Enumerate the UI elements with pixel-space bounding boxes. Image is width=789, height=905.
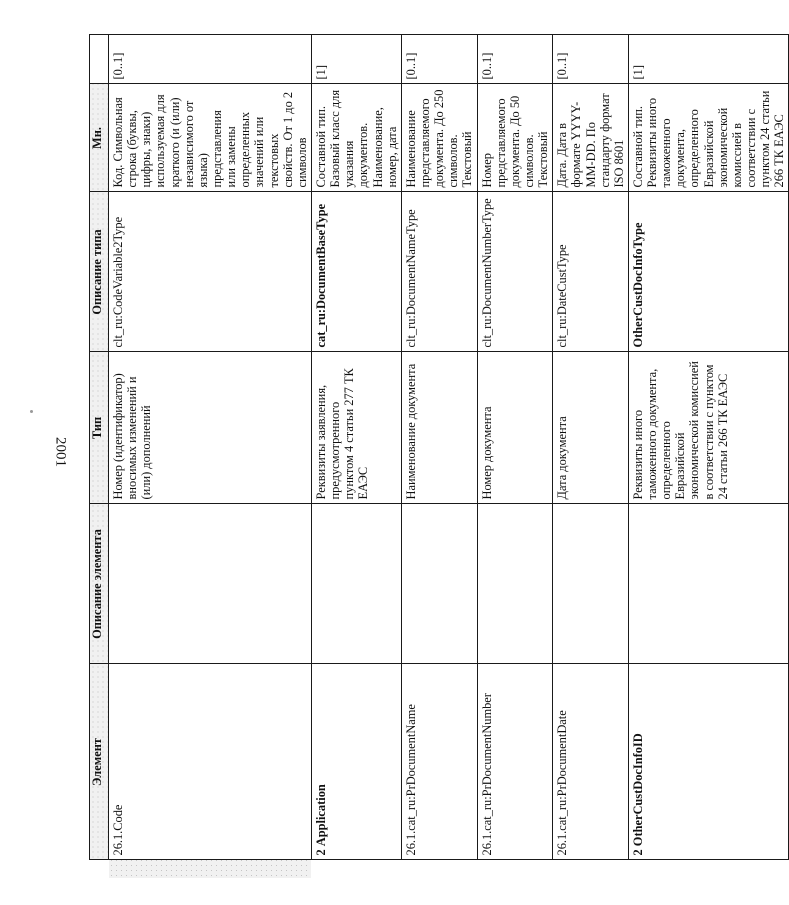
element-cell: [311, 664, 401, 860]
table-header-row: [90, 35, 109, 878]
row-indent: [311, 860, 401, 878]
row-indent: [401, 860, 477, 878]
type-description-cell: Реквизиты иного таможенного документа, определенного Евразийской экономической комиссией в соответствии с пунктом 24 статьи 266 ТК ЕАЭС: [628, 352, 789, 504]
multiplicity-cell: [1]: [311, 35, 401, 84]
table-row: [109, 35, 312, 878]
multiplicity-cell: [1]: [628, 35, 789, 84]
type-cell: cat_ru:DocumentBaseType: [311, 192, 401, 352]
element-description-cell: [628, 504, 789, 664]
element-name: Code: [111, 804, 125, 831]
scan-speck: [30, 410, 33, 413]
min-cell: Составной тип. Базовый класс для указания документов. Наименование, номер, дата: [311, 84, 401, 192]
type-description-cell: Наименование документа: [401, 352, 477, 504]
element-number: 26.1.: [111, 830, 125, 856]
table-row: [628, 35, 789, 878]
table-row: [311, 35, 401, 878]
document-table-rotated: [89, 52, 787, 878]
element-cell: [109, 664, 312, 860]
element-cell: [477, 664, 553, 860]
min-cell: Составной тип. Реквизиты иного таможенного документа, определенного Евразийской экономической комиссией в соответствии с пунктом 24 статьи 266 ТК ЕАЭС: [628, 84, 789, 192]
header-min: Мн.: [90, 84, 109, 192]
type-cell: clt_ru:DocumentNameType: [401, 192, 477, 352]
element-cell: [553, 664, 629, 860]
type-description-cell: Дата документа: [553, 352, 629, 504]
element-name: OtherCustDocInfoID: [630, 733, 645, 847]
element-description-cell: [109, 504, 312, 664]
min-cell: Наименование представляемого документа. До 250 символов. Текстовый: [401, 84, 477, 192]
element-name: cat_ru:PrDocumentDate: [555, 710, 570, 831]
header-element: Элемент: [90, 664, 109, 860]
header-multiplicity: [90, 35, 109, 84]
element-name: Application: [313, 784, 328, 847]
element-description-cell: [311, 504, 401, 664]
row-indent: [628, 860, 789, 878]
type-cell: clt_ru:DocumentNumberType: [477, 192, 553, 352]
row-indent: [553, 860, 629, 878]
row-indent: [477, 860, 553, 878]
element-number: 2: [630, 849, 645, 856]
element-number: 26.1.: [403, 830, 418, 856]
element-name: cat_ru:PrDocumentNumber: [479, 693, 494, 831]
multiplicity-cell: [0..1]: [477, 35, 553, 84]
min-cell: Код. Символьная строка (буквы, цифры, знаки) используемая для краткого (и (или) независимого от языка) представления или замены определенных значений или текстовых свойств. От 1 до 2 символов: [109, 84, 312, 192]
type-description-cell: Номер документа: [477, 352, 553, 504]
min-cell: Номер представляемого документа. До 50 символов. Текстовый: [477, 84, 553, 192]
header-element-description: Описание элемента: [90, 504, 109, 664]
table-row: [553, 35, 629, 878]
type-description-cell: Номер (идентификатор) вносимых изменений и (или) дополнений: [109, 352, 312, 504]
multiplicity-cell: [0..1]: [401, 35, 477, 84]
element-description-cell: [553, 504, 629, 664]
element-name: cat_ru:PrDocumentName: [403, 704, 418, 831]
header-indent-spacer: [90, 860, 109, 878]
header-type: Тип: [90, 352, 109, 504]
element-number: 26.1.: [555, 830, 570, 856]
element-number: 26.1.: [479, 830, 494, 856]
type-description-cell: Реквизиты заявления, предусмотренного пунктом 4 статьи 277 ТК ЕАЭС: [311, 352, 401, 504]
element-description-cell: [401, 504, 477, 664]
type-cell: OtherCustDocInfoType: [628, 192, 789, 352]
element-spec-table: [89, 35, 789, 879]
multiplicity-cell: [0..1]: [553, 35, 629, 84]
header-type-description: Описание типа: [90, 192, 109, 352]
type-cell: clt_ru:DateCustType: [553, 192, 629, 352]
table-row: [477, 35, 553, 878]
element-number: 2: [313, 849, 328, 856]
element-cell: [628, 664, 789, 860]
type-cell: clt_ru:CodeVariable2Type: [109, 192, 312, 352]
multiplicity-cell: [0..1]: [109, 35, 312, 84]
table-row: [401, 35, 477, 878]
element-cell: [401, 664, 477, 860]
min-cell: Дата. Дата в формате YYYY-MM-DD. По стандарту формат ISO 8601: [553, 84, 629, 192]
row-indent: [109, 860, 312, 878]
element-description-cell: [477, 504, 553, 664]
